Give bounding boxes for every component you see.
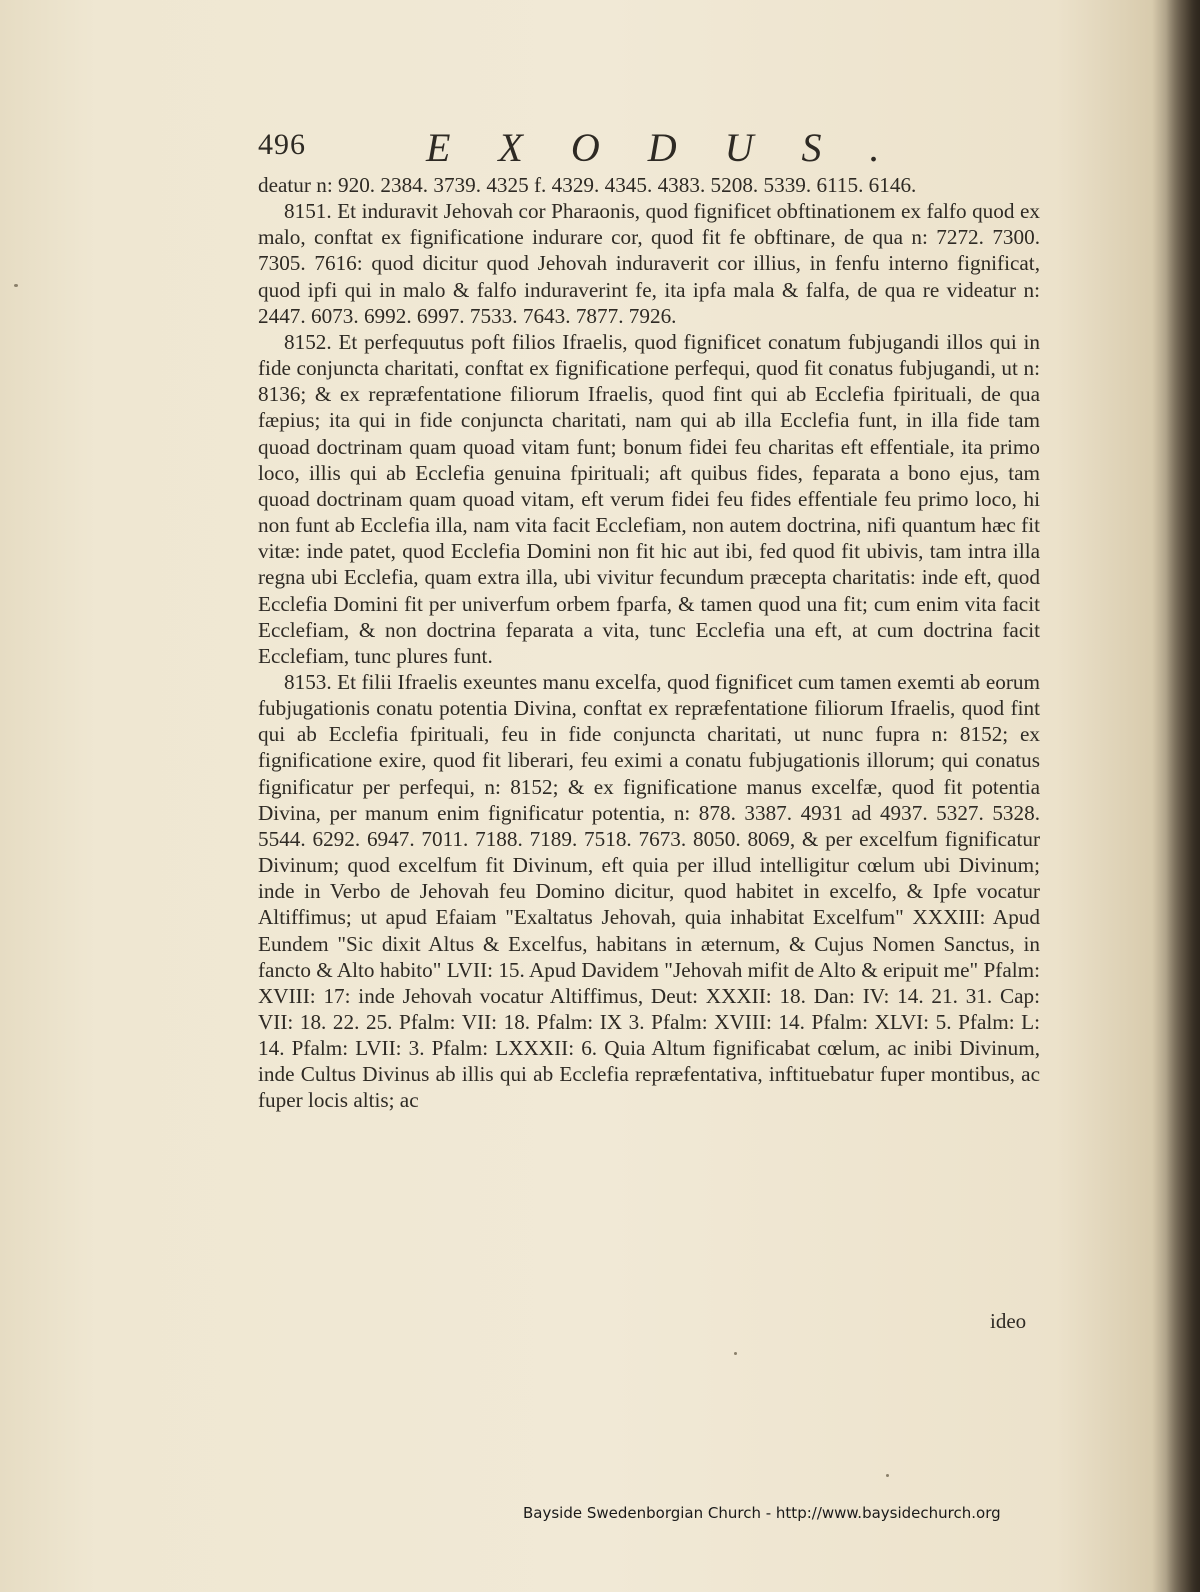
paragraph-8151: 8151. Et induravit Jehovah cor Pharaonis, quod fignificet obftinationem ex falfo quod ex malo, conftat ex fignificatione indurare cor, quod fit fe obftinare, de qua n: 7272. 7300. 7305. 7616: quod dicitur quod Jehovah induraverit cor illius, in fenfu interno fignificat, quod ipfi qui in malo & falfo induraverint fe, ita ipfa mala & falfa, de qua re videatur n: 2447. 6073. 6992. 6997. 7533. 7643. 7877. 7926. bbox=[258, 199, 1040, 328]
paper-speck bbox=[734, 1352, 737, 1355]
page-number: 496 bbox=[258, 128, 306, 161]
footer-watermark: Bayside Swedenborgian Church - http://www.baysidechurch.org bbox=[523, 1504, 1001, 1522]
paragraph-continuation: deatur n: 920. 2384. 3739. 4325 f. 4329. 4345. 4383. 5208. 5339. 6115. 6146. bbox=[258, 173, 917, 197]
catchword: ideo bbox=[990, 1309, 1027, 1333]
paper-speck bbox=[886, 1474, 889, 1477]
paragraph-8153: 8153. Et filii Ifraelis exeuntes manu excelfa, quod fignificet cum tamen exemti ab eorum fubjugationis conatu potentia Divina, conftat ex repræfentatione filiorum Ifraelis, quod fint qui ab Ecclefia fpirituali, feu in fide conjuncta charitati, ut nunc fupra n: 8152; ex fignificatione exire, quod fit liberari, feu eximi a conatu fubjugationis illorum; qui conatus fignificatur per perfequi, n: 8152; & ex fignificatione manus excelfæ, quod fit potentia Divina, per manum enim fignificatur potentia, n: 878. 3387. 4931 ad 4937. 5327. 5328. 5544. 6292. 6947. 7011. 7188. 7189. 7518. 7673. 8050. 8069, & per excelfum fignificatur Divinum; quod excelfum fit Divinum, eft quia per illud intelligitur cœlum ubi Divinum; inde in Verbo de Jehovah feu Domino dicitur, quod habitet in excelfo, & Ipfe vocatur Altiffimus; ut apud Efaiam "Exaltatus Jehovah, quia inhabitat Excelfum" XXXIII: Apud Eundem "Sic dixit Altus & Excelfus, habitans in æternum, & Cujus Nomen Sanctus, in fancto & Alto habito" LVII: 15. Apud Davidem "Jehovah mifit de Alto & eripuit me" Pfalm: XVIII: 17: inde Jehovah vocatur Altiffimus, Deut: XXXII: 18. Dan: IV: 14. 21. 31. Cap: VII: 18. 22. 25. Pfalm: VII: 18. Pfalm: IX 3. Pfalm: XVIII: 14. Pfalm: XLVI: 5. Pfalm: L: 14. Pfalm: LVII: 3. Pfalm: LXXXII: 6. Quia Altum fignificabat cœlum, ac inibi Divinum, inde Cultus Divinus ab illis qui ab Ecclefia repræfentativa, inftituebatur fuper montibus, ac fuper locis altis; ac bbox=[258, 669, 1040, 1113]
paragraph-8152: 8152. Et perfequutus poft filios Ifraelis, quod fignificet conatum fubjugandi illos qui in fide conjuncta charitati, conftat ex fignificatione perfequi, quod fit conatus fubjugandi, ut n: 8136; & ex repræfentatione filiorum Ifraelis, quod fint qui ab Ecclefia fpirituali, de qua fæpius; ita qui in fide conjuncta charitati, nam qui ab illa Ecclefia funt, in illa fide tam quoad doctrinam quam quoad vitam funt; bonum fidei feu charitas eft effentiale, ita primo loco, illis qui ab Ecclefia genuina fpirituali; aft quibus fides, feparata a bono ejus, tam quoad doctrinam quam quoad vitam, eft verum fidei feu fides effentiale feu primo loco, hi non funt ab Ecclefia illa, nam vita facit Ecclefiam, non autem doctrina, nifi quantum hæc fit vitæ: inde patet, quod Ecclefia Domini non fit hic aut ibi, fed quod fit ubivis, tam intra illa regna ubi Ecclefia, quam extra illa, ubi vivitur fecundum præcepta charitatis: inde eft, quod Ecclefia Domini fit per univerfum orbem fparfa, & tamen quod una fit; cum enim vita facit Ecclefiam, & non doctrina feparata a vita, tunc Ecclefia una eft, at cum doctrina facit Ecclefiam, tunc plures funt. bbox=[258, 329, 1040, 668]
book-spine-shadow bbox=[1166, 0, 1200, 1592]
running-title: EXODUS. bbox=[426, 125, 928, 170]
paper-speck bbox=[14, 284, 18, 287]
page-header bbox=[258, 124, 1048, 170]
body-text bbox=[258, 172, 1040, 1114]
